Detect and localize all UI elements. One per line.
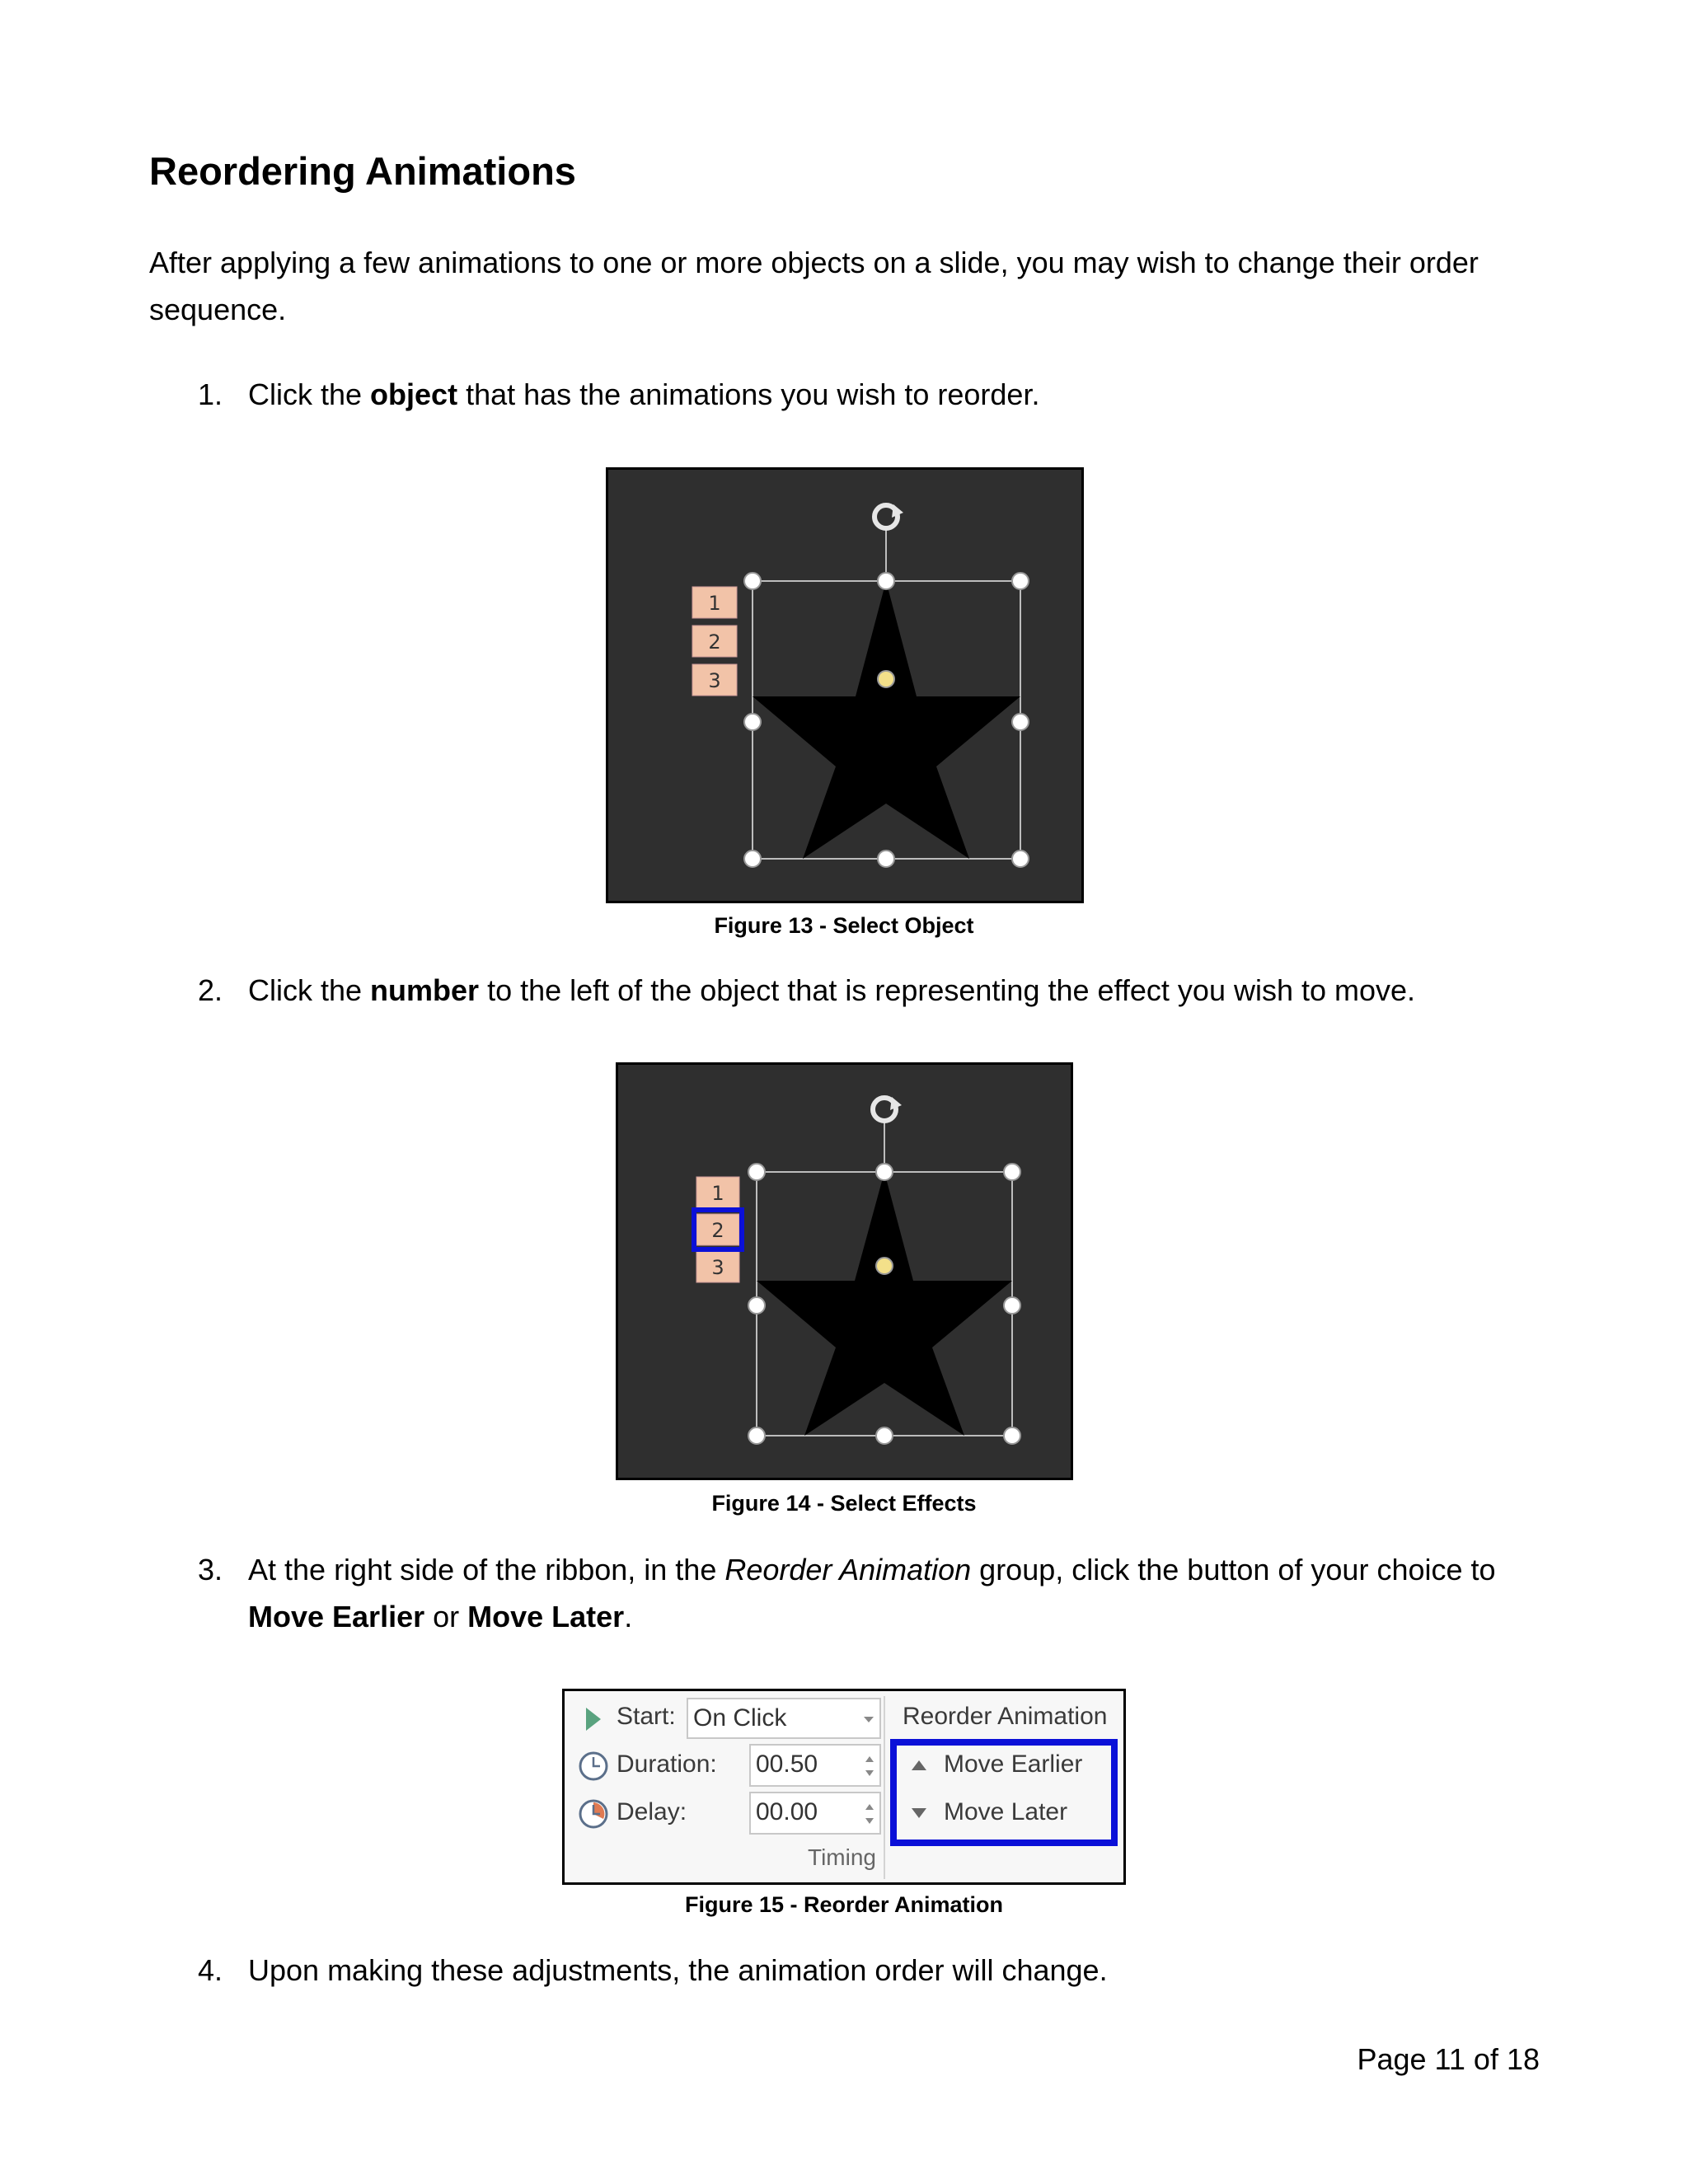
triangle-up-icon — [911, 1759, 927, 1772]
duration-label: Duration: — [617, 1750, 717, 1778]
figure-13-image — [606, 467, 1084, 903]
select-object-illustration — [608, 470, 1084, 903]
figure-13-caption: Figure 13 - Select Object — [714, 913, 974, 938]
figure-15-caption: Figure 15 - Reorder Animation — [684, 1892, 1004, 1917]
step-bold-term: Move Later — [467, 1600, 625, 1633]
step-number: 1. — [198, 377, 223, 411]
step-text-part: At the right side of the ribbon, in the — [248, 1553, 725, 1586]
clock-icon — [578, 1750, 609, 1782]
animation-tag-1: 1 — [708, 592, 721, 615]
step-number: 4. — [198, 1953, 223, 1987]
figure-14-caption: Figure 14 - Select Effects — [711, 1491, 977, 1516]
timing-group-label: Timing — [808, 1844, 876, 1870]
figure-14-image — [616, 1062, 1073, 1480]
adjust-handle-icon — [878, 671, 894, 687]
step-text-part: . — [624, 1600, 633, 1633]
step-text: Upon making these adjustments, the animation order will change. — [248, 1953, 1108, 1987]
delay-label: Delay: — [617, 1798, 687, 1825]
step-text-part: Click the — [248, 377, 371, 411]
group-divider — [884, 1696, 885, 1879]
step-bold-term: object — [370, 377, 458, 411]
start-label: Start: — [617, 1703, 676, 1730]
delay-input[interactable] — [749, 1792, 881, 1835]
animation-tags — [692, 587, 737, 696]
duration-value: 00.50 — [756, 1750, 818, 1778]
spinner-icon[interactable] — [865, 1802, 874, 1826]
animation-tag-1: 1 — [711, 1182, 724, 1205]
step-bold-term: number — [370, 973, 480, 1007]
step-number: 2. — [198, 973, 223, 1007]
figure-15-ribbon — [562, 1689, 1126, 1885]
adjust-handle-icon — [876, 1258, 893, 1274]
start-value: On Click — [693, 1704, 787, 1732]
start-dropdown[interactable] — [687, 1698, 881, 1739]
step-text-part: or — [424, 1600, 468, 1633]
triangle-down-icon — [911, 1807, 927, 1820]
section-heading: Reordering Animations — [149, 149, 576, 193]
step-text-part: Click the — [248, 973, 371, 1007]
step-text-part: to the left of the object that is representing the effect you wish to move. — [479, 973, 1416, 1007]
page-number: Page 11 of 18 — [1357, 2042, 1540, 2076]
chevron-down-icon — [863, 1716, 874, 1724]
animation-tag-2: 2 — [708, 630, 721, 654]
select-effects-illustration — [618, 1065, 1073, 1480]
step-text — [248, 967, 1550, 1014]
duration-input[interactable] — [749, 1744, 881, 1787]
play-icon — [584, 1706, 603, 1732]
intro-paragraph: After applying a few animations to one or more objects on a slide, you may wish to change their order sequence. — [149, 246, 1479, 326]
move-later-label: Move Later — [944, 1798, 1068, 1825]
step-italic-term: Reorder Animation — [724, 1553, 972, 1586]
animation-tags — [694, 1177, 742, 1282]
delay-clock-icon — [578, 1798, 609, 1830]
step-number: 3. — [198, 1553, 223, 1586]
step-text — [248, 371, 1550, 418]
step-text-part: that has the animations you wish to reorder. — [457, 377, 1040, 411]
move-earlier-label: Move Earlier — [944, 1750, 1083, 1778]
spinner-icon[interactable] — [865, 1754, 874, 1779]
reorder-group-title: Reorder Animation — [903, 1703, 1108, 1730]
animation-tag-3: 3 — [708, 669, 721, 692]
step-text-part: group, click the button of your choice to — [971, 1553, 1496, 1586]
delay-value: 00.00 — [756, 1798, 818, 1825]
step-bold-term: Move Earlier — [248, 1600, 425, 1633]
animation-tag-2: 2 — [711, 1219, 724, 1242]
animation-tag-3: 3 — [711, 1256, 724, 1279]
step-text — [248, 1546, 1550, 1640]
